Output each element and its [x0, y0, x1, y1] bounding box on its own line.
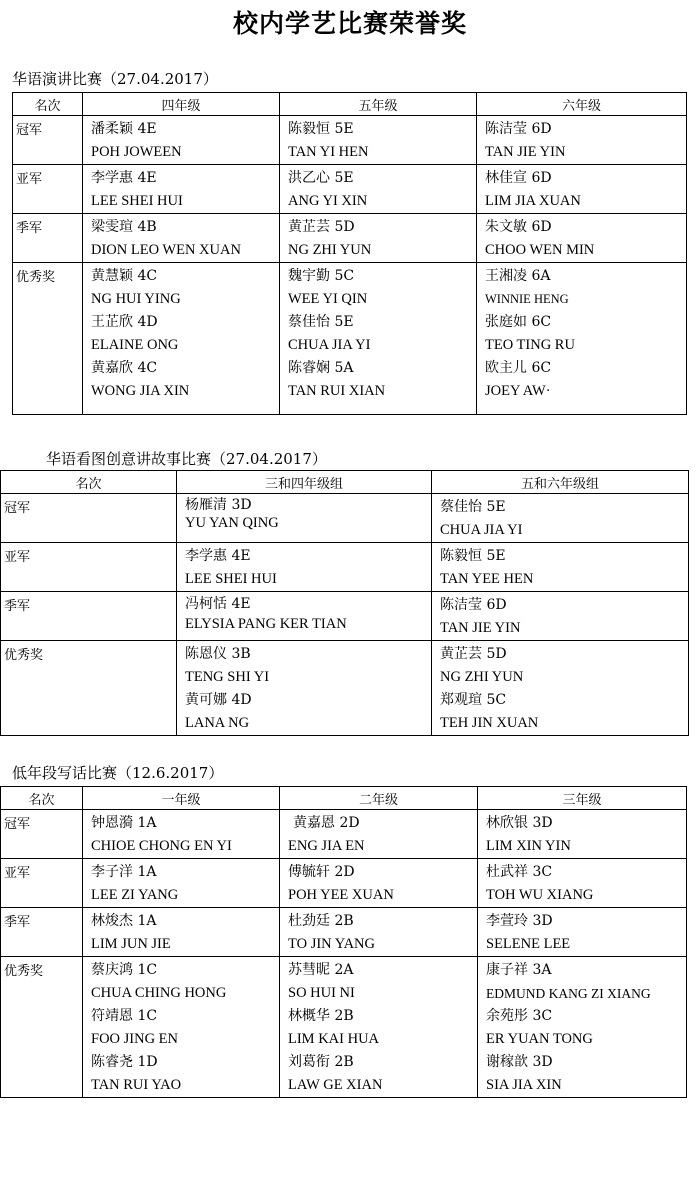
student-en: WINNIE HENG	[485, 292, 569, 306]
table-header-row	[13, 93, 687, 116]
rank-label: 冠军	[1, 494, 177, 543]
student-en: TAN RUI YAO	[91, 1077, 182, 1093]
winner-cell	[280, 165, 477, 214]
student-en: WEE YI QIN	[288, 291, 368, 307]
student-cn: 陈恩仪 3B	[185, 646, 251, 662]
student-cn: 林概华 2B	[288, 1008, 354, 1024]
student-cn: 陈洁莹 6D	[440, 597, 507, 613]
student-cn: 蔡佳怡 5E	[288, 314, 354, 330]
student-en: NG ZHI YUN	[288, 242, 372, 258]
col-header-grade4: 四年级	[83, 93, 280, 116]
table-row	[1, 810, 687, 859]
table-row	[1, 592, 689, 641]
student-cn: 陈睿娴 5A	[288, 360, 354, 376]
student-cn: 林焌杰 1A	[91, 913, 157, 929]
table-writing	[0, 786, 687, 1098]
merit-cell	[177, 641, 432, 736]
rank-label: 亚军	[13, 165, 83, 214]
student-cn: 陈毅恒 5E	[288, 121, 354, 137]
winner-cell	[478, 908, 687, 957]
section-title-writing: 低年段写话比赛（12.6.2017）	[12, 764, 224, 782]
student-en: DION LEO WEN XUAN	[91, 242, 241, 258]
student-en: TOH WU XIANG	[486, 887, 594, 903]
student-cn: 余苑彤 3C	[486, 1008, 553, 1024]
student-en: TEH JIN XUAN	[440, 715, 539, 731]
winner-cell	[432, 494, 689, 543]
student-en: LIM JUN JIE	[91, 936, 171, 952]
student-en: CHUA JIA YI	[440, 522, 523, 538]
winner-cell	[280, 214, 477, 263]
student-en: WONG JIA XIN	[91, 383, 190, 399]
table-row	[1, 859, 687, 908]
table-speech	[12, 92, 687, 415]
col-header-grade2: 二年级	[280, 787, 478, 810]
student-en: TAN YI HEN	[288, 144, 369, 160]
student-cn: 王芷欣 4D	[91, 314, 158, 330]
rank-label: 季军	[1, 908, 83, 957]
rank-label: 优秀奖	[1, 957, 83, 1098]
merit-cell	[280, 263, 477, 415]
col-header-rank: 名次	[13, 93, 83, 116]
winner-cell	[432, 592, 689, 641]
rank-label: 季军	[1, 592, 177, 641]
merit-cell	[83, 957, 280, 1098]
student-cn: 李萱玲 3D	[486, 913, 553, 929]
rank-label: 季军	[13, 214, 83, 263]
student-cn: 刘葛衔 2B	[288, 1054, 354, 1070]
student-en: LIM KAI HUA	[288, 1031, 380, 1047]
col-header-grade3-4: 三和四年级组	[177, 471, 432, 494]
student-en: TENG SHI YI	[185, 669, 270, 685]
student-en: SO HUI NI	[288, 985, 355, 1001]
student-cn: 张庭如 6C	[485, 314, 552, 330]
col-header-grade6: 六年级	[477, 93, 687, 116]
student-en: POH YEE XUAN	[288, 887, 394, 903]
student-cn: 陈洁莹 6D	[485, 121, 552, 137]
rank-label: 亚军	[1, 543, 177, 592]
student-en: YU YAN QING	[185, 515, 279, 531]
winner-cell	[280, 116, 477, 165]
student-cn: 黄芷芸 5D	[288, 219, 355, 235]
student-cn: 王湘凌 6A	[485, 268, 551, 284]
col-header-grade3: 三年级	[478, 787, 687, 810]
student-cn: 林欣银 3D	[486, 815, 553, 831]
student-en: ELAINE ONG	[91, 337, 179, 353]
student-en: CHUA JIA YI	[288, 337, 371, 353]
col-header-grade5: 五年级	[280, 93, 477, 116]
student-en: TAN JIE YIN	[440, 620, 521, 636]
student-cn: 蔡佳怡 5E	[440, 499, 506, 515]
table-row	[1, 641, 689, 736]
rank-label: 冠军	[13, 116, 83, 165]
winner-cell	[177, 543, 432, 592]
student-en: FOO JING EN	[91, 1031, 178, 1047]
student-cn: 洪乙心 5E	[288, 170, 354, 186]
student-cn: 欧主儿 6C	[485, 360, 552, 376]
winner-cell	[432, 543, 689, 592]
student-en: ANG YI XIN	[288, 193, 368, 209]
student-en: JOEY AW·	[485, 383, 551, 399]
student-en: LAW GE XIAN	[288, 1077, 383, 1093]
table-row	[1, 957, 687, 1098]
winner-cell	[280, 810, 478, 859]
merit-cell	[432, 641, 689, 736]
merit-cell	[477, 263, 687, 415]
merit-cell	[280, 957, 478, 1098]
student-en: CHOO WEN MIN	[485, 242, 595, 258]
winner-cell	[478, 859, 687, 908]
student-cn: 梁雯瑄 4B	[91, 219, 157, 235]
student-en: EDMUND KANG ZI XIANG	[486, 986, 651, 1001]
winner-cell	[83, 214, 280, 263]
student-cn: 李子洋 1A	[91, 864, 157, 880]
student-en: LIM XIN YIN	[486, 838, 571, 854]
section-title-speech: 华语演讲比赛（27.04.2017）	[12, 70, 218, 88]
student-cn: 陈睿尧 1D	[91, 1054, 158, 1070]
student-en: ENG JIA EN	[288, 838, 365, 854]
student-cn: 魏宇勤 5C	[288, 268, 355, 284]
student-en: LIM JIA XUAN	[485, 193, 581, 209]
col-header-rank: 名次	[1, 471, 177, 494]
student-en: TEO TING RU	[485, 337, 575, 353]
student-en: LEE ZI YANG	[91, 887, 179, 903]
winner-cell	[83, 116, 280, 165]
winner-cell	[83, 908, 280, 957]
winner-cell	[280, 859, 478, 908]
rank-label: 冠军	[1, 810, 83, 859]
student-cn: 林佳宣 6D	[485, 170, 552, 186]
student-en: TAN RUI XIAN	[288, 383, 386, 399]
student-en: SELENE LEE	[486, 936, 571, 952]
table-row	[13, 263, 687, 415]
student-cn: 黄芷芸 5D	[440, 646, 507, 662]
student-cn: 康子祥 3A	[486, 962, 552, 978]
merit-cell	[83, 263, 280, 415]
rank-label: 优秀奖	[1, 641, 177, 736]
table-row	[1, 494, 689, 543]
student-cn: 苏彗昵 2A	[288, 962, 354, 978]
winner-cell	[177, 494, 432, 543]
student-cn: 黄慧颖 4C	[91, 268, 158, 284]
student-en: LANA NG	[185, 715, 250, 731]
table-row	[1, 908, 687, 957]
page-title: 校内学艺比赛荣誉奖	[232, 9, 467, 38]
student-cn: 蔡庆鸿 1C	[91, 962, 158, 978]
winner-cell	[177, 592, 432, 641]
col-header-grade1: 一年级	[83, 787, 280, 810]
student-en: ER YUAN TONG	[486, 1031, 593, 1047]
student-en: TAN JIE YIN	[485, 144, 566, 160]
winner-cell	[477, 165, 687, 214]
student-en: CHUA CHING HONG	[91, 985, 227, 1001]
rank-label: 亚军	[1, 859, 83, 908]
student-en: TAN YEE HEN	[440, 571, 534, 587]
student-en: ELYSIA PANG KER TIAN	[185, 616, 347, 632]
rank-label: 优秀奖	[13, 263, 83, 415]
student-en: LEE SHEI HUI	[91, 193, 183, 209]
col-header-rank: 名次	[1, 787, 83, 810]
table-header-row	[1, 471, 689, 494]
winner-cell	[477, 116, 687, 165]
student-en: TO JIN YANG	[288, 936, 375, 952]
student-cn: 冯柯恬 4E	[185, 596, 251, 612]
student-cn: 郑观瑄 5C	[440, 692, 507, 708]
winner-cell	[477, 214, 687, 263]
table-row	[13, 214, 687, 263]
student-cn: 杜劲廷 2B	[288, 913, 354, 929]
student-cn: 黄嘉欣 4C	[91, 360, 158, 376]
student-cn: 谢稼歆 3D	[486, 1054, 553, 1070]
winner-cell	[83, 859, 280, 908]
student-en: SIA JIA XIN	[486, 1077, 562, 1093]
student-cn: 杨雁清 3D	[185, 497, 252, 513]
col-header-grade5-6: 五和六年级组	[432, 471, 689, 494]
student-cn: 李学惠 4E	[91, 170, 157, 186]
student-cn: 潘柔颖 4E	[91, 121, 157, 137]
student-en: NG ZHI YUN	[440, 669, 524, 685]
student-en: LEE SHEI HUI	[185, 571, 277, 587]
student-cn: 陈毅恒 5E	[440, 548, 506, 564]
table-storytelling	[0, 470, 689, 736]
student-en: NG HUI YING	[91, 291, 181, 307]
student-cn: 杜武祥 3C	[486, 864, 553, 880]
section-title-storytelling: 华语看图创意讲故事比赛（27.04.2017）	[46, 450, 327, 468]
student-cn: 朱文敏 6D	[485, 219, 552, 235]
student-cn: 钟恩漪 1A	[91, 815, 157, 831]
merit-cell	[478, 957, 687, 1098]
table-row	[1, 543, 689, 592]
student-cn: 符靖恩 1C	[91, 1008, 158, 1024]
winner-cell	[478, 810, 687, 859]
student-cn: 黄嘉恩 2D	[293, 815, 360, 831]
student-en: CHIOE CHONG EN YI	[91, 838, 232, 854]
table-row	[13, 116, 687, 165]
student-cn: 黄可娜 4D	[185, 692, 252, 708]
student-en: POH JOWEEN	[91, 144, 182, 160]
table-row	[13, 165, 687, 214]
student-cn: 李学惠 4E	[185, 548, 251, 564]
table-header-row	[1, 787, 687, 810]
winner-cell	[280, 908, 478, 957]
winner-cell	[83, 165, 280, 214]
winner-cell	[83, 810, 280, 859]
student-cn: 傅毓轩 2D	[288, 864, 355, 880]
